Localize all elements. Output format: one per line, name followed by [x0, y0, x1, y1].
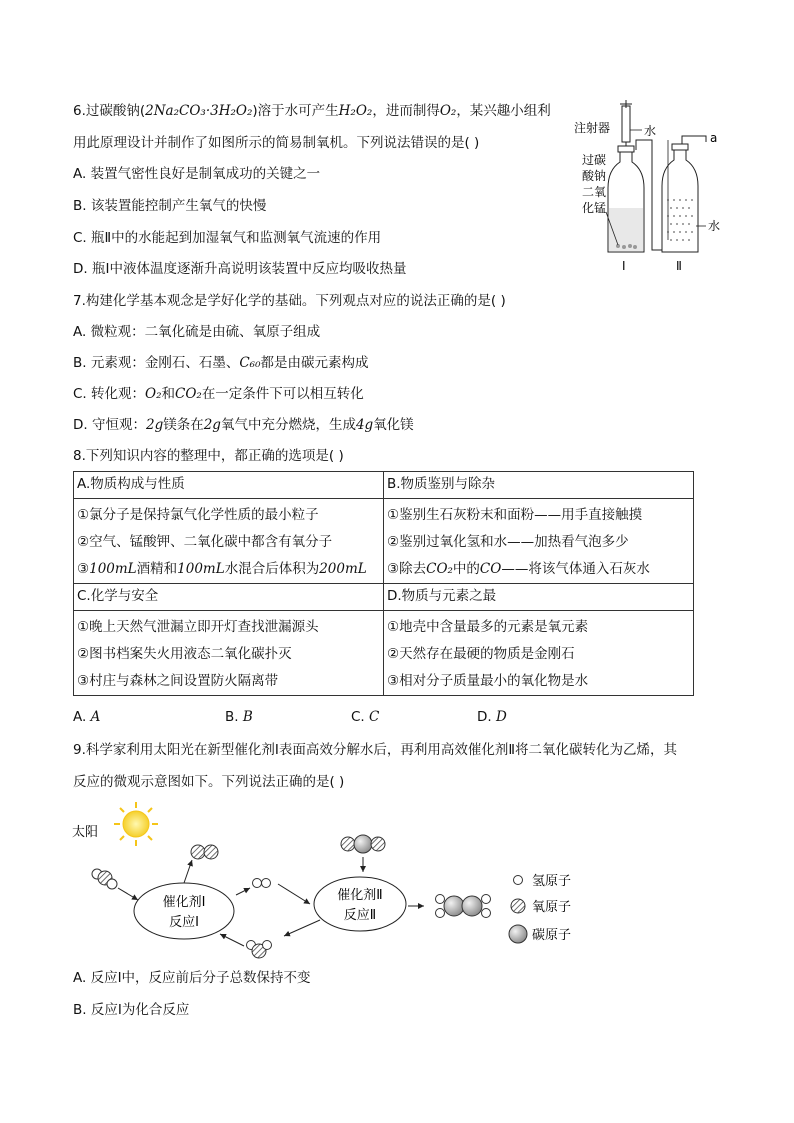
cell-b-header: B.物质鉴别与除杂 [384, 472, 694, 499]
label-bottle-2: Ⅱ [676, 259, 682, 273]
q6-option-a: A. 装置气密性良好是制氧成功的关键之一 [73, 166, 321, 182]
q7-stem: 7.构建化学基本观念是学好化学的基础。下列观点对应的说法正确的是( ) [73, 293, 506, 309]
label-reagent-1: 过碳 [582, 153, 607, 167]
water-molecule-input [92, 869, 117, 889]
sun-label: 太阳 [72, 825, 99, 840]
formula-percarbonate: 2Na₂CO₃·3H₂O₂ [145, 103, 253, 119]
q8-option-c: C. C [351, 709, 380, 725]
legend [509, 874, 571, 943]
q8-option-b: B. B [225, 709, 253, 725]
reaction-diagram [70, 800, 610, 965]
oxygen-molecule [191, 845, 218, 859]
legend-oxygen: 氧原子 [532, 900, 572, 915]
q8-option-d: D. D [477, 709, 507, 725]
legend-carbon: 碳原子 [532, 928, 572, 943]
label-reagent-3: 二氧 [582, 185, 607, 199]
q7-option-d: D. 守恒观：2g镁条在2g氧气中充分燃烧，生成4g氧化镁 [73, 417, 414, 433]
q6-option-b: B. 该装置能控制产生氧气的快慢 [73, 198, 267, 214]
q8-stem: 8.下列知识内容的整理中，都正确的选项是( ) [73, 448, 344, 464]
label-syringe: 注射器 [574, 121, 611, 135]
q8-option-a: A. A [73, 709, 101, 725]
q6-stem-line2: 用此原理设计并制作了如图所示的简易制氧机。下列说法错误的是( ) [73, 135, 480, 151]
sun-icon [114, 802, 158, 846]
q9-stem-line1: 9.科学家利用太阳光在新型催化剂Ⅰ表面高效分解水后，再利用高效催化剂Ⅱ将二氧化碳转化为乙烯，其 [73, 742, 678, 758]
q9-option-a: A. 反应Ⅰ中，反应前后分子总数保持不变 [73, 970, 311, 986]
q9-stem-line2: 反应的微观示意图如下。下列说法正确的是( ) [73, 774, 345, 790]
water-molecule-output [247, 941, 272, 959]
cell-c-body: ①晚上天然气泄漏立即开灯查找泄漏源头 ②图书档案失火用液态二氧化碳扑灭 ③村庄与森林之间设置防火隔离带 [74, 611, 384, 696]
q7-option-b: B. 元素观：金刚石、石墨、C₆₀都是由碳元素构成 [73, 355, 369, 371]
cell-d-header: D.物质与元素之最 [384, 584, 694, 611]
knowledge-table [73, 471, 694, 696]
cat1-label-b: 反应Ⅰ [169, 915, 199, 930]
label-reagent-4: 化锰 [582, 201, 607, 215]
cell-c-header: C.化学与安全 [74, 584, 384, 611]
q6-option-c: C. 瓶Ⅱ中的水能起到加湿氧气和监测氧气流速的作用 [73, 230, 382, 246]
cat2-label-a: 催化剂Ⅱ [337, 888, 383, 903]
q7-option-c: C. 转化观：O₂和CO₂在一定条件下可以相互转化 [73, 386, 364, 402]
ethylene-molecule [436, 895, 491, 918]
cell-a-header: A.物质构成与性质 [74, 472, 384, 499]
oxygen-generator-figure [570, 100, 730, 280]
q9-option-b: B. 反应Ⅰ为化合反应 [73, 1002, 190, 1018]
cell-d-body: ①地壳中含量最多的元素是氧元素 ②天然存在最硬的物质是金刚石 ③相对分子质量最小的氧化物是水 [384, 611, 694, 696]
label-water-top: 水 [644, 124, 657, 138]
q6-option-d: D. 瓶Ⅰ中液体温度逐渐升高说明该装置中反应均吸收热量 [73, 261, 407, 277]
cell-a-body: ①氯分子是保持氯气化学性质的最小粒子 ②空气、锰酸钾、二氧化碳中都含有氧分子 ③100mL酒精和100mL水混合后体积为200mL [74, 499, 384, 584]
formula-h2o2: H₂O₂ [338, 103, 373, 119]
legend-hydrogen: 氢原子 [532, 874, 572, 889]
hydrogen-molecule [253, 879, 271, 888]
label-reagent-2: 酸钠 [582, 169, 607, 183]
formula-o2: O₂ [439, 103, 457, 119]
cat1-label-a: 催化剂Ⅰ [162, 895, 206, 910]
label-bottle-1: Ⅰ [622, 259, 626, 273]
cell-b-body: ①鉴别生石灰粉末和面粉——用手直接触摸 ②鉴别过氧化氢和水——加热看气泡多少 ③除去CO₂中的CO——将该气体通入石灰水 [384, 499, 694, 584]
formula-c60: C₆₀ [239, 355, 261, 371]
cat2-label-b: 反应Ⅱ [343, 908, 377, 923]
label-outlet-a: a [710, 131, 718, 145]
q6-stem-line1: 6.过碳酸钠(2Na₂CO₃·3H₂O₂)溶于水可产生H₂O₂，进而制得O₂，某兴趣小组利 [73, 103, 551, 119]
label-water-right: 水 [708, 219, 721, 233]
co2-molecule-input [341, 835, 385, 853]
q7-option-a: A. 微粒观：二氧化硫是由硫、氧原子组成 [73, 324, 321, 340]
